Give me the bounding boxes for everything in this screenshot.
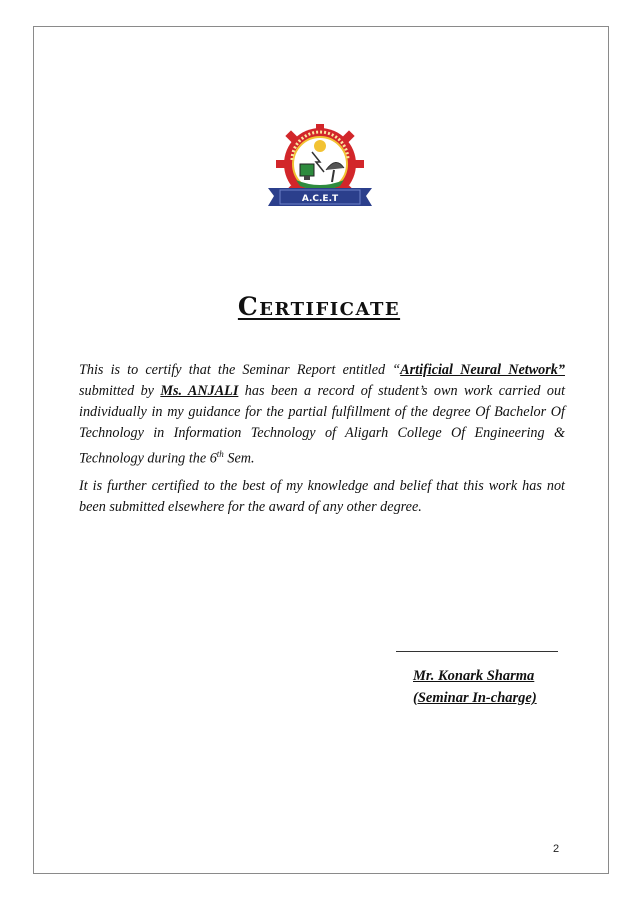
report-title: Artificial Neural Network” <box>400 362 565 378</box>
student-name: Ms. ANJALI <box>160 383 239 399</box>
signatory-role: (Seminar In-charge) <box>413 690 537 706</box>
body-text-3: has been a record of student’s own work carried out individually in my guidance for the partial fulfillment of the degree Of Bachelor Of Technology in Information Technology of Aligarh College Of Engineering & Technology during the 6 <box>79 383 566 467</box>
signature-block <box>413 665 537 709</box>
signature-line <box>396 651 558 652</box>
page-number: 2 <box>553 843 560 855</box>
body-text-4: Sem. <box>223 450 255 467</box>
certificate-title-text: Certificate <box>237 292 401 321</box>
certificate-title <box>0 292 638 321</box>
body-text-1: This is to certify that the Seminar Report entitled “ <box>79 362 401 378</box>
logo-banner-text: A.C.E.T <box>301 194 339 204</box>
body-text-2: submitted by <box>79 383 161 399</box>
semester-suffix: th <box>216 449 224 459</box>
signatory-name: Mr. Konark Sharma <box>413 668 535 684</box>
certification-paragraph <box>79 360 565 470</box>
college-logo <box>262 124 378 214</box>
certificate-body <box>79 360 565 524</box>
declaration-paragraph: It is further certified to the best of my knowledge and belief that this work has not been submitted elsewhere for the award of any other degree. <box>79 477 565 515</box>
